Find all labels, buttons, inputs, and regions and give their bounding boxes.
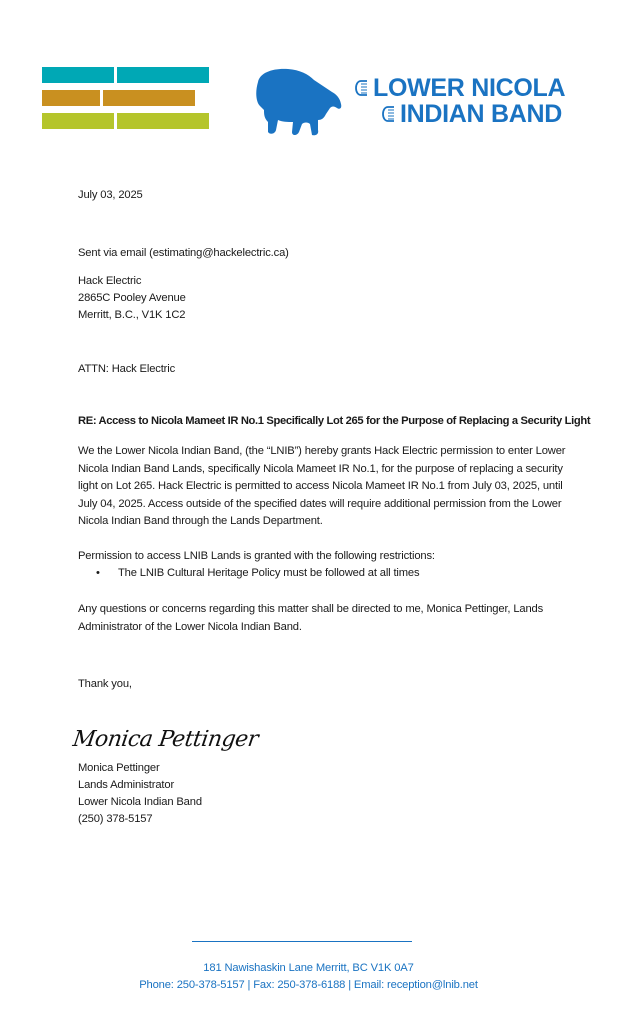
restriction-text: The LNIB Cultural Heritage Policy must be followed at all times xyxy=(118,567,420,579)
letter-date: July 03, 2025 xyxy=(78,189,143,201)
signer-block xyxy=(78,760,202,828)
body-paragraph: We the Lower Nicola Indian Band, (the “LNIB”) hereby grants Hack Electric permission to enter Lower Nicola Indian Band Lands, specifically Nicola Mameet IR No.1, for the purpose of replacing a security light on Lot 265. Hack Electric is permitted to access Nicola Mameet IR No.1 from July 03, 2025, until July 04, 2025. Access outside of the specified dates will require additional permission from the Lower Nicola Indian Band through the Lands Department. xyxy=(78,445,566,527)
band-mark-icon xyxy=(382,105,396,123)
org-name-line-2 xyxy=(382,101,562,127)
bear-icon xyxy=(252,66,344,138)
signer-name: Monica Pettinger xyxy=(78,762,160,774)
footer-contact: Phone: 250-378-5157 | Fax: 250-378-6188 | Email: reception@lnib.net xyxy=(139,979,478,991)
stripe-teal-left xyxy=(42,67,114,83)
band-mark-icon xyxy=(355,79,369,97)
stripe-lime-right xyxy=(117,113,209,129)
signature-script: Monica Pettinger xyxy=(71,727,260,752)
signer-phone: (250) 378-5157 xyxy=(78,813,153,825)
attn-line: ATTN: Hack Electric xyxy=(78,363,176,375)
restrictions-intro: Permission to access LNIB Lands is granted with the following restrictions: xyxy=(78,550,435,562)
recipient-name: Hack Electric xyxy=(78,275,142,287)
stripe-ochre-left xyxy=(42,90,100,106)
signer-title: Lands Administrator xyxy=(78,779,175,791)
closing-line: Thank you, xyxy=(78,678,132,690)
stripe-lime-left xyxy=(42,113,114,129)
stripe-teal-right xyxy=(117,67,209,83)
recipient-address-line-1: 2865C Pooley Avenue xyxy=(78,292,186,304)
restriction-item xyxy=(96,565,419,582)
bullet-icon: • xyxy=(96,567,100,579)
restrictions-list xyxy=(96,565,419,582)
stripe-ochre-right xyxy=(103,90,195,106)
recipient-address-line-2: Merritt, B.C., V1K 1C2 xyxy=(78,309,186,321)
subject-line: RE: Access to Nicola Mameet IR No.1 Specifically Lot 265 for the Purpose of Replacing a Security Light xyxy=(78,415,591,427)
org-name-text-2: INDIAN BAND xyxy=(400,100,562,128)
signer-org: Lower Nicola Indian Band xyxy=(78,796,202,808)
footer-divider xyxy=(192,941,412,942)
org-name-text-1: LOWER NICOLA xyxy=(373,74,566,102)
sent-via-line: Sent via email (estimating@hackelectric.ca) xyxy=(78,247,289,259)
org-name-line-1 xyxy=(355,75,565,101)
recipient-address xyxy=(78,273,186,324)
questions-paragraph: Any questions or concerns regarding this matter shall be directed to me, Monica Pettinger, Lands Administrator of the Lower Nicola Indian Band. xyxy=(78,603,544,633)
footer-address: 181 Nawishaskin Lane Merritt, BC V1K 0A7 xyxy=(203,962,414,974)
